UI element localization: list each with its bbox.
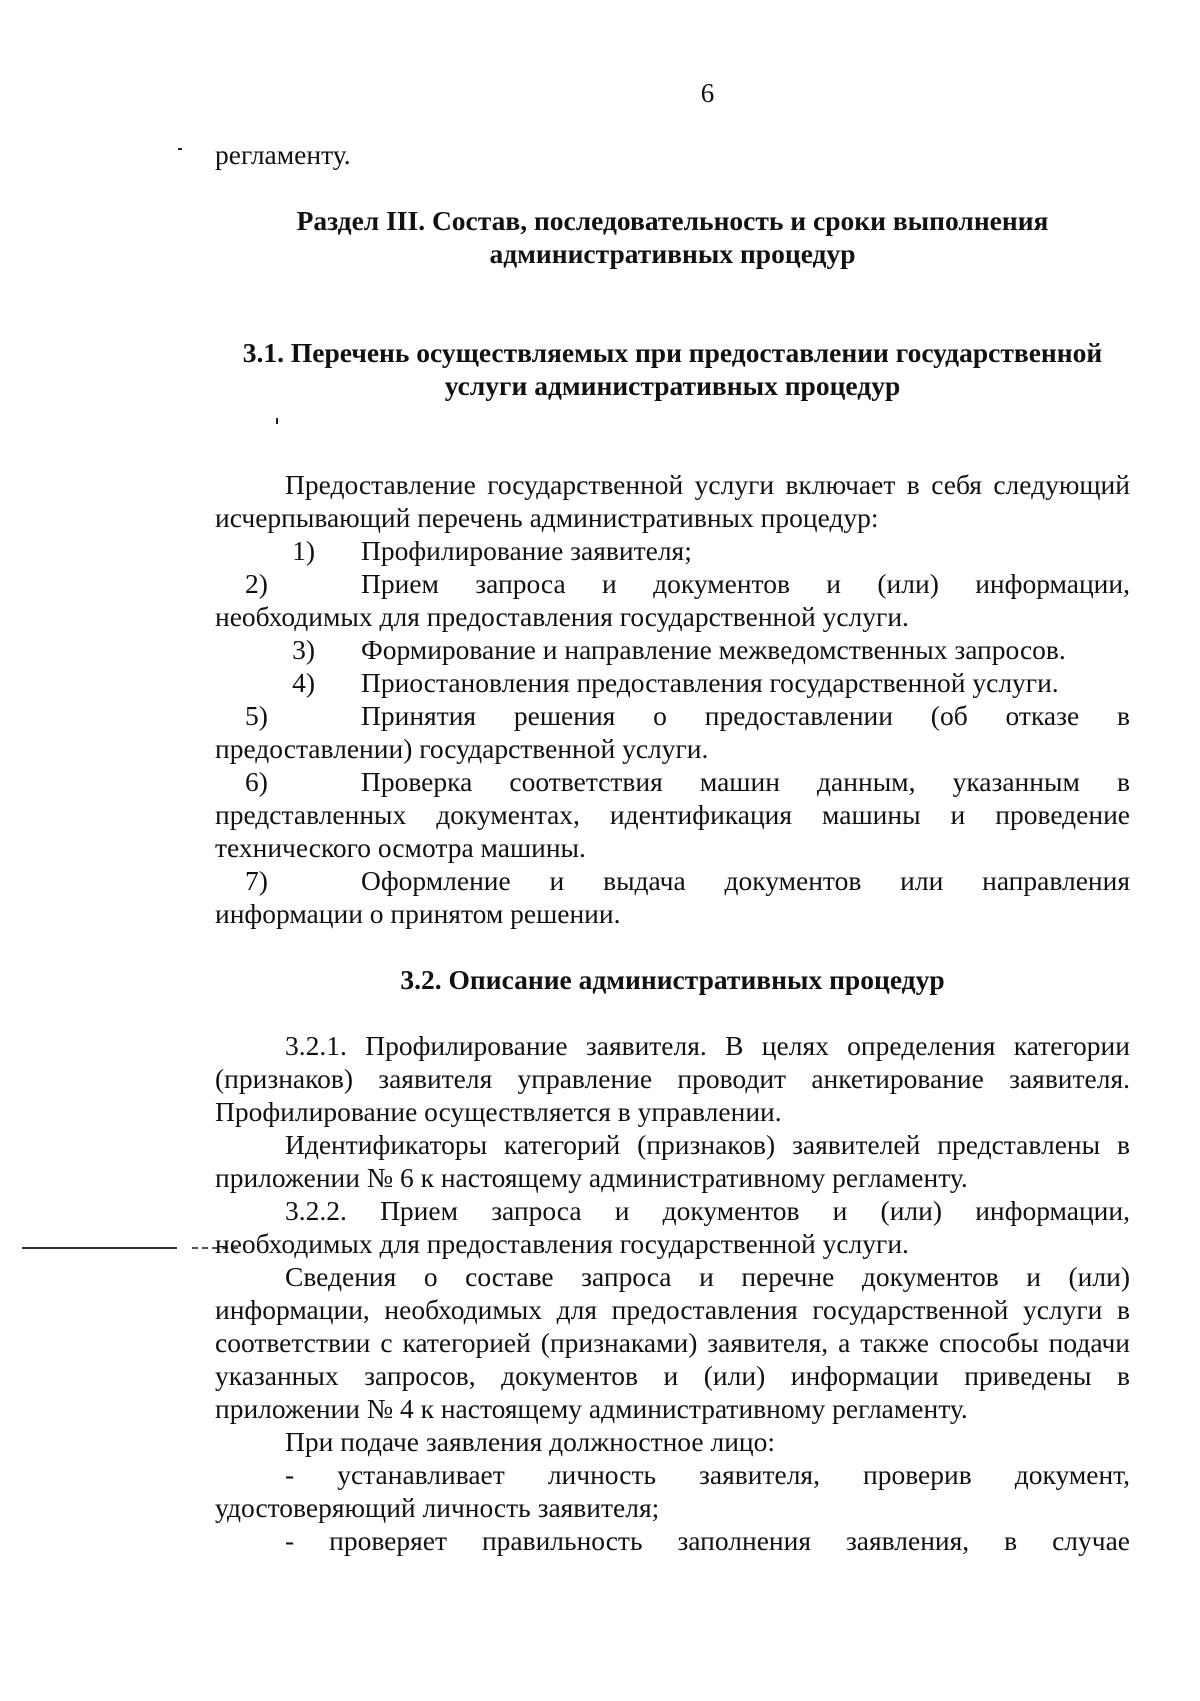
dash-item: - устанавливает личность заявителя, проверив документ, xyxy=(285,1459,1130,1490)
continuation-line: регламенту. xyxy=(215,139,351,170)
list-item: 6) Проверка соответствия машин данным, указанным в xyxy=(245,766,1130,797)
paragraph-line: Идентификаторы категорий (признаков) заявителей представлены в xyxy=(285,1129,1130,1160)
list-item-continuation: информации о принятом решении. xyxy=(215,898,621,929)
list-item-continuation: технического осмотра машины. xyxy=(215,832,586,863)
list-item-continuation: необходимых для предоставления государственной услуги. xyxy=(215,601,909,632)
paragraph-line: При подаче заявления должностное лицо: xyxy=(285,1426,776,1457)
intro-line: исчерпывающий перечень административных процедур: xyxy=(215,502,879,533)
paragraph-line: указанных запросов, документов и (или) информации приведены в xyxy=(215,1360,1130,1391)
paragraph-line: необходимых для предоставления государственной услуги. xyxy=(215,1228,909,1259)
subsection-heading-3-1: 3.1. Перечень осуществляемых при предоставлении государственной xyxy=(242,337,1103,368)
scan-margin-line xyxy=(22,1247,177,1250)
paragraph-line: Профилирование осуществляется в управлении. xyxy=(215,1096,782,1127)
paragraph-line: приложении № 6 к настоящему административному регламенту. xyxy=(215,1162,968,1193)
paragraph-line: Сведения о составе запроса и перечне документов и (или) xyxy=(285,1261,1130,1292)
list-item: 5) Принятия решения о предоставлении (об отказе в xyxy=(245,700,1130,731)
intro-line: Предоставление государственной услуги включает в себя следующий xyxy=(285,469,1130,500)
list-item-continuation: представленных документах, идентификация машины и проведение xyxy=(215,799,1130,830)
paragraph-line: 3.2.2. Прием запроса и документов и (или) информации, xyxy=(285,1195,1130,1226)
section-title: Раздел III. Состав, последовательность и сроки выполнения xyxy=(296,205,1049,236)
list-item: 2) Прием запроса и документов и (или) информации, xyxy=(245,568,1130,599)
page-number: 6 xyxy=(700,78,715,108)
list-item: 7) Оформление и выдача документов или направления xyxy=(245,865,1130,896)
paragraph-line: (признаков) заявителя управление проводит анкетирование заявителя. xyxy=(215,1063,1130,1094)
list-item-continuation: предоставлении) государственной услуги. xyxy=(215,733,709,764)
subsection-heading-3-1: услуги административных процедур xyxy=(444,370,901,401)
scan-mark xyxy=(178,148,182,150)
paragraph-line: 3.2.1. Профилирование заявителя. В целях определения категории xyxy=(285,1030,1130,1061)
subsection-heading-3-2: 3.2. Описание административных процедур xyxy=(400,964,945,995)
list-item: 3) Формирование и направление межведомственных запросов. xyxy=(292,634,1066,665)
list-item: 4) Приостановления предоставления государственной услуги. xyxy=(292,667,1059,698)
paragraph-line: информации, необходимых для предоставления государственной услуги в xyxy=(215,1294,1130,1325)
section-title: административных процедур xyxy=(489,238,856,269)
paragraph-line: соответствии с категорией (признаками) заявителя, а также способы подачи xyxy=(215,1327,1130,1358)
dash-item-continuation: удостоверяющий личность заявителя; xyxy=(215,1492,660,1523)
dash-item: - проверяет правильность заполнения заявления, в случае xyxy=(285,1525,1130,1556)
paragraph-line: приложении № 4 к настоящему административному регламенту. xyxy=(215,1393,968,1424)
document-body xyxy=(215,138,1130,1557)
list-item: 1) Профилирование заявителя; xyxy=(292,535,692,566)
